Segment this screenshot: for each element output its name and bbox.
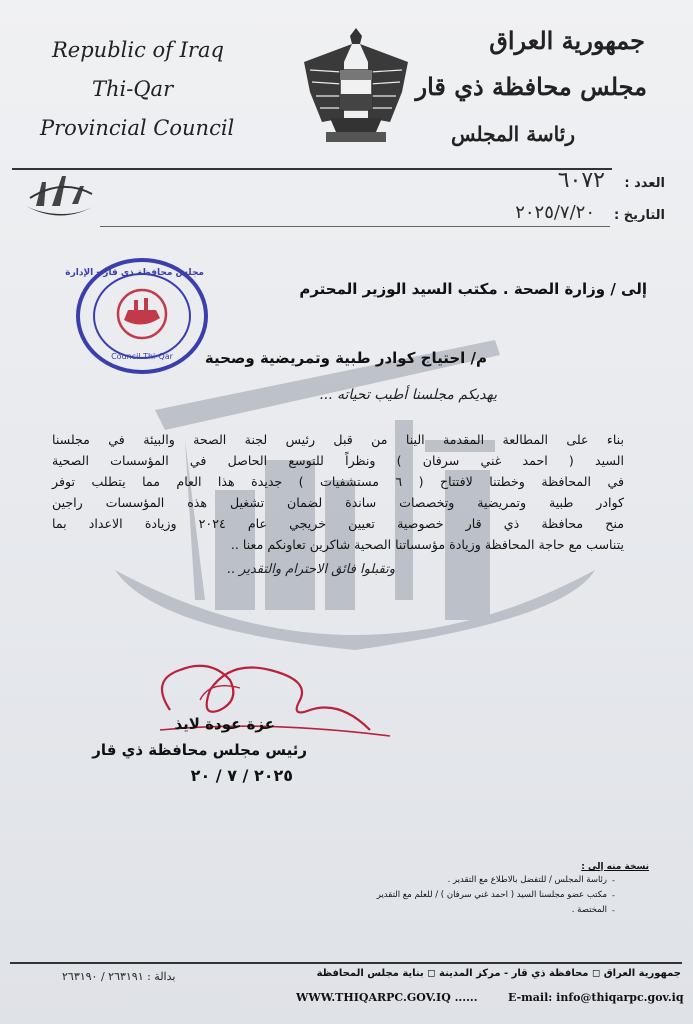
- body-line-2: السيد ( احمد غني سرفان ) ونظراً للتوسع الحاصل في المؤسسات الصحية: [52, 453, 624, 468]
- copy-item-1: رئاسة المجلس / للتفضل بالاطلاع مع التقدير .: [447, 875, 607, 885]
- header-presidency-ar: رئاسة المجلس: [450, 122, 575, 146]
- meta-divider: [100, 226, 610, 227]
- greeting: يهديكم مجلسنا أطيب تحياته ...: [319, 387, 497, 403]
- body-line-6: يتناسب مع حاجة المحافظة وزيادة مؤسساتنا الصحية شاكرين تعاونكم معنا ..: [230, 537, 624, 552]
- closing: وتقبلوا فائق الاحترام والتقدير ..: [226, 562, 395, 577]
- footer-divider: [10, 962, 682, 964]
- stamp-ring-text: مجلس محافظة ذي قار - الإدارة: [65, 268, 204, 278]
- date-value: ٢٠٢٥/٧/٢٠: [515, 202, 595, 223]
- signatory-title: رئيس مجلس محافظة ذي قار: [92, 741, 307, 759]
- body-line-4: كوادر طبية وتمريضية وتخصصات ساندة لضمان تشغيل هذه المؤسسات راجين: [52, 495, 624, 510]
- body-line-1: بناء على المطالعة المقدمة الينا من قبل رئيس لجنة الصحة والبيئة في مجلسنا: [52, 432, 624, 447]
- header-province: Thi-Qar: [92, 77, 174, 101]
- header-republic: Republic of Iraq: [52, 38, 224, 62]
- footer-email[interactable]: E-mail: info@thiqarpc.gov.iq: [508, 991, 684, 1004]
- date-label: التاريخ :: [614, 208, 665, 223]
- body-line-5: منح محافظة ذي قار خصوصية تعيين خريجي عام ٢٠٢٤ وزيادة الاعداد بما: [52, 516, 624, 531]
- number-value: ٦٠٧٢: [557, 168, 605, 193]
- header-council-ar: مجلس محافظة ذي قار: [415, 72, 647, 101]
- iraq-eagle-emblem: [300, 22, 412, 150]
- copy-item-3: المختصة .: [571, 905, 607, 915]
- copy-bullet-1: -: [612, 876, 615, 885]
- footer-website[interactable]: WWW.THIQARPC.GOV.IQ ......: [296, 991, 478, 1004]
- subject-line: م/ احتياج كوادر طبية وتمريضية وصحية: [204, 349, 487, 367]
- header-republic-ar: جمهورية العراق: [489, 26, 645, 55]
- boat-logo-icon: [22, 168, 102, 224]
- stamp-inner-text: Council Thi-Qar: [111, 352, 173, 361]
- header-council: Provincial Council: [40, 116, 235, 140]
- footer-phones: بدالة : ٢٦٣١٩١ / ٢٦٣١٩٠: [62, 970, 176, 983]
- header-divider: [12, 168, 612, 170]
- body-line-3: في المحافظة وخطتنا لافتتاح ( ٦ مستشفيات ) جديدة هذا العام مما يتطلب توفر: [52, 474, 624, 489]
- copy-bullet-2: -: [612, 891, 615, 900]
- addressee: إلى / وزارة الصحة . مكتب السيد الوزير المحترم: [299, 280, 647, 298]
- footer-address: جمهورية العراق ◻ محافظة ذي قار - مركز المدينة ◻ بناية مجلس المحافظة: [316, 968, 681, 979]
- copies-title: نسخة منه إلى :: [581, 862, 649, 872]
- copy-bullet-3: -: [612, 906, 615, 915]
- copy-item-2: مكتب عضو مجلسنا السيد ( احمد غني سرفان ) / للعلم مع التقدير: [376, 890, 607, 900]
- number-label: العدد :: [624, 176, 665, 191]
- handwritten-signature: [140, 640, 400, 750]
- signature-date: ٢٠٢٥ / ٧ / ٢٠: [190, 766, 293, 785]
- signatory-name: عزة عودة لايذ: [174, 715, 275, 733]
